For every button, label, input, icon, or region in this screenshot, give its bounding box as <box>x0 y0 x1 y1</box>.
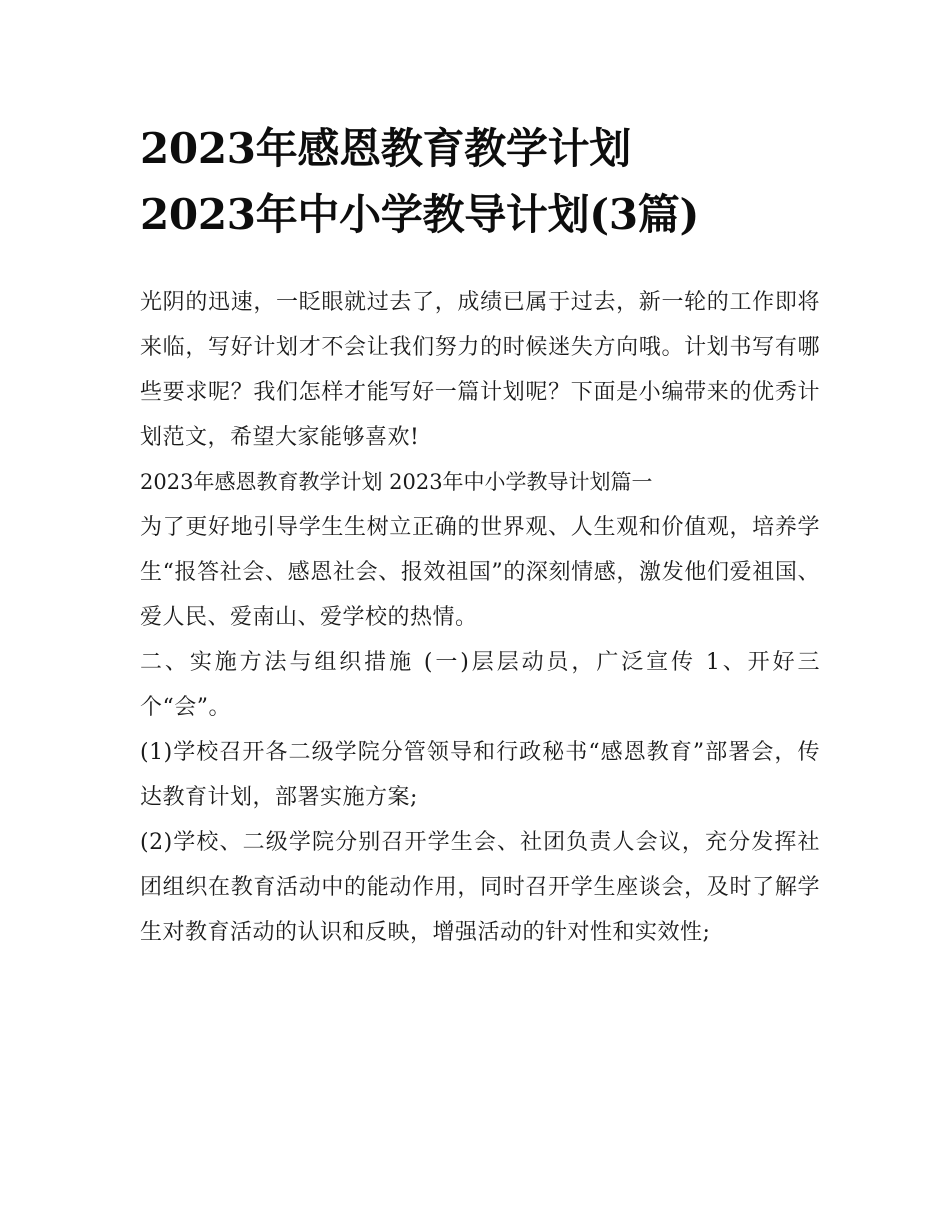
body-paragraph: 二、实施方法与组织措施 (一)层层动员，广泛宣传 1、开好三个“会”。 <box>140 650 820 720</box>
section-heading: 2023年感恩教育教学计划 2023年中小学教导计划篇一 <box>140 470 653 494</box>
document-title <box>140 116 840 248</box>
intro-paragraph: 光阴的迅速，一眨眼就过去了，成绩已属于过去，新一轮的工作即将来临，写好计划才不会让我们努力的时候迷失方向哦。计划书写有哪些要求呢？我们怎样才能写好一篇计划呢？下面是小编带来的优秀计划范文，希望大家能够喜欢! <box>140 290 820 450</box>
title-line-1: 2023年感恩教育教学计划 <box>140 124 631 173</box>
title-line-2: 2023年中小学教导计划(3篇) <box>140 190 700 239</box>
body-paragraph: 为了更好地引导学生生树立正确的世界观、人生观和价值观，培养学生“报答社会、感恩社会、报效祖国”的深刻情感，激发他们爱祖国、爱人民、爱南山、爱学校的热情。 <box>140 515 820 630</box>
body-paragraph: (1)学校召开各二级学院分管领导和行政秘书“感恩教育”部署会，传达教育计划，部署实施方案; <box>140 740 820 810</box>
body-paragraph: (2)学校、二级学院分别召开学生会、社团负责人会议，充分发挥社团组织在教育活动中的能动作用，同时召开学生座谈会，及时了解学生对教育活动的认识和反映，增强活动的针对性和实效性; <box>140 830 820 945</box>
document-body <box>140 280 820 955</box>
